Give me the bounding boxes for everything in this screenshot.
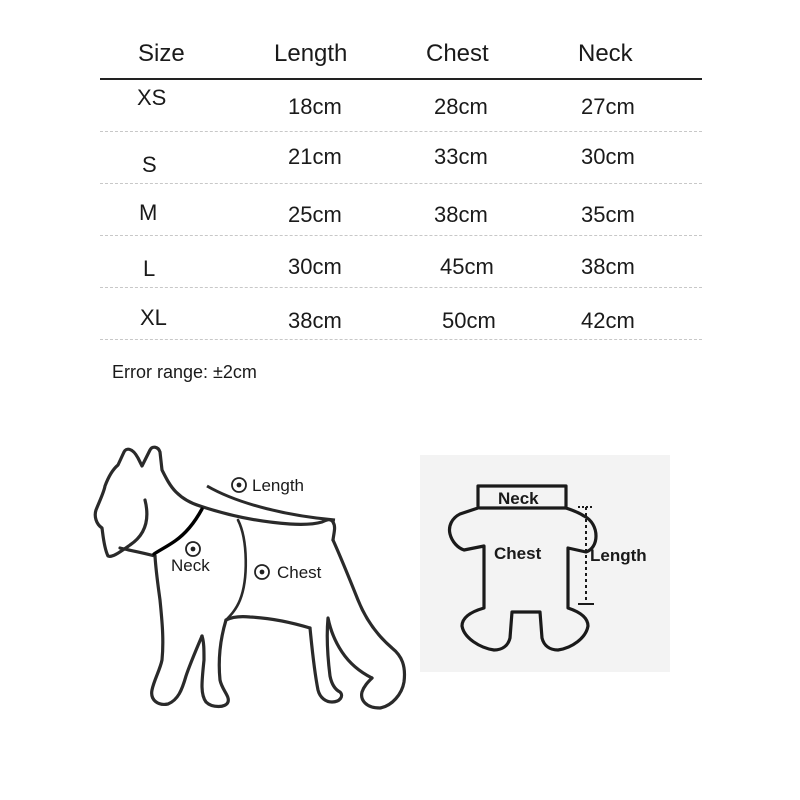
header-chest: Chest xyxy=(426,40,489,67)
error-range-note: Error range: ±2cm xyxy=(112,362,257,382)
chest-cell: 50cm xyxy=(442,308,496,333)
neck-cell: 38cm xyxy=(581,254,635,279)
dog-length-label: Length xyxy=(252,476,304,495)
neck-cell: 27cm xyxy=(581,94,635,119)
garment-chest-label: Chest xyxy=(494,544,542,563)
size-cell: XL xyxy=(140,305,167,330)
neck-cell: 30cm xyxy=(581,144,635,169)
garment-neck-label: Neck xyxy=(498,489,539,508)
neck-cell: 35cm xyxy=(581,202,635,227)
size-cell: M xyxy=(139,200,158,225)
dog-neck-label: Neck xyxy=(171,556,210,575)
header-length: Length xyxy=(274,40,348,67)
size-cell: L xyxy=(143,256,156,281)
chest-cell: 28cm xyxy=(434,94,488,119)
dog-chest-label: Chest xyxy=(277,563,322,582)
length-cell: 18cm xyxy=(288,94,342,119)
size-cell: S xyxy=(142,152,157,177)
garment-length-label: Length xyxy=(590,546,647,565)
size-cell: XS xyxy=(137,85,167,110)
length-cell: 30cm xyxy=(288,254,342,279)
length-cell: 25cm xyxy=(288,202,342,227)
header-size: Size xyxy=(138,40,185,67)
length-cell: 21cm xyxy=(288,144,342,169)
length-cell: 38cm xyxy=(288,308,342,333)
chest-cell: 33cm xyxy=(434,144,488,169)
neck-cell: 42cm xyxy=(581,308,635,333)
header-neck: Neck xyxy=(578,40,633,67)
chest-cell: 38cm xyxy=(434,202,488,227)
chest-cell: 45cm xyxy=(440,254,494,279)
